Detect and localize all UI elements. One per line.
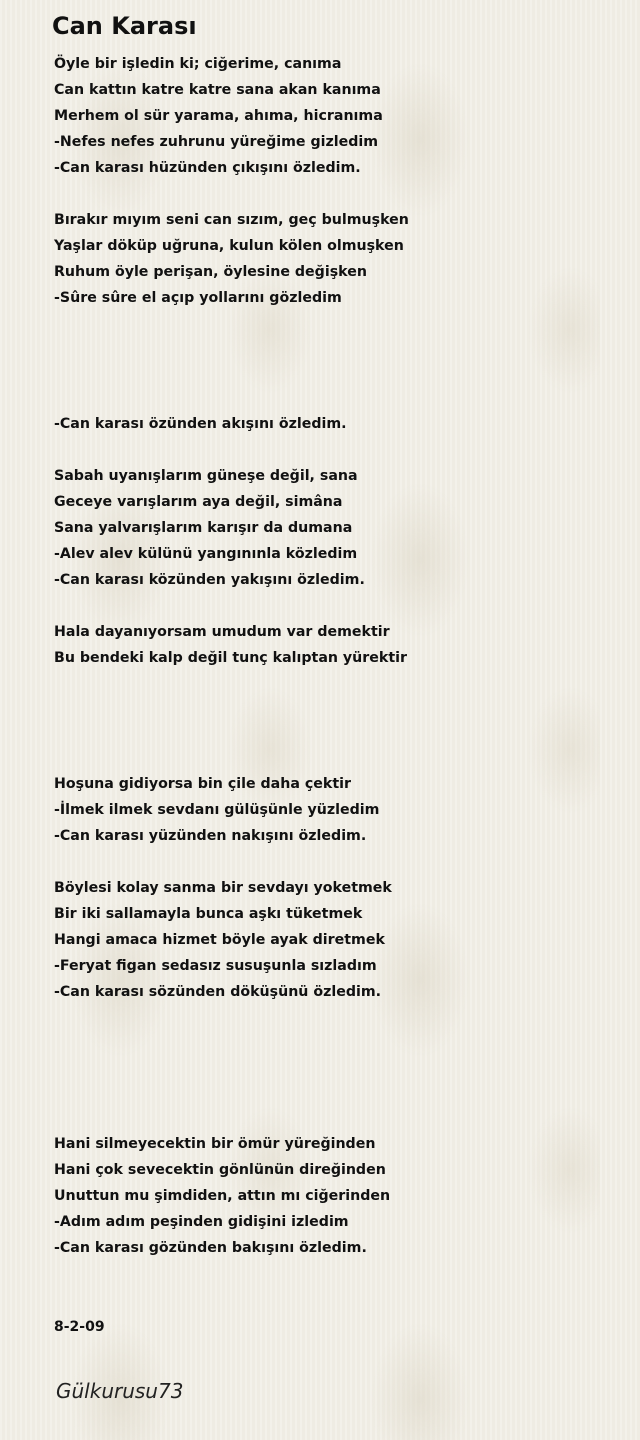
poem-line: -Can karası yüzünden nakışını özledim. [54,828,367,844]
poem-line: Hoşuna gidiyorsa bin çile daha çektir [54,776,351,792]
poem-line: Sabah uyanışlarım güneşe değil, sana [54,468,358,484]
poem-line: -Can karası özünden akışını özledim. [54,416,347,432]
poem-line: -Feryat figan sedasız susuşunla sızladım [54,958,377,974]
poem-line: -Alev alev külünü yangınınla közledim [54,546,358,562]
poem-line: -Nefes nefes zuhrunu yüreğime gizledim [54,134,379,150]
poem-line: -Adım adım peşinden gidişini izledim [54,1214,349,1230]
poem-line: Bu bendeki kalp değil tunç kalıptan yürektir [54,650,407,666]
poem-line: Sana yalvarışlarım karışır da dumana [54,520,353,536]
poem-line: Öyle bir işledin ki; ciğerime, canıma [54,56,342,72]
poem-line: Yaşlar döküp uğruna, kulun kölen olmuşken [54,238,404,254]
poem-line: Can kattın katre katre sana akan kanıma [54,82,381,98]
poem-line: Hani silmeyecektin bir ömür yüreğinden [54,1136,376,1152]
poem-line: -İlmek ilmek sevdanı gülüşünle yüzledim [54,802,380,818]
poem-author: Gülkurusu73 [56,1379,184,1403]
poem-line: -Can karası közünden yakışını özledim. [54,572,365,588]
poem-line: Ruhum öyle perişan, öylesine değişken [54,264,367,280]
poem-line: Hangi amaca hizmet böyle ayak diretmek [54,932,385,948]
poem-line: Hala dayanıyorsam umudum var demektir [54,624,390,640]
poem-line: Böylesi kolay sanma bir sevdayı yoketmek [54,880,392,896]
poem-line: -Can karası sözünden döküşünü özledim. [54,984,382,1000]
poem-line: Merhem ol sür yarama, ahıma, hicranıma [54,108,383,124]
poem-line: -Sûre sûre el açıp yollarını gözledim [54,290,342,306]
poem-line: Bir iki sallamayla bunca aşkı tüketmek [54,906,363,922]
poem-date: 8-2-09 [54,1319,105,1335]
poem-line: Geceye varışlarım aya değil, simâna [54,494,343,510]
poem-line: Bırakır mıyım seni can sızım, geç bulmuşken [54,212,409,228]
poem-title: Can Karası [52,12,197,40]
poem-line: Hani çok sevecektin gönlünün direğinden [54,1162,386,1178]
poem-line: -Can karası gözünden bakışını özledim. [54,1240,367,1256]
poem-line: Unuttun mu şimdiden, attın mı ciğerinden [54,1188,391,1204]
poem-line: -Can karası hüzünden çıkışını özledim. [54,160,361,176]
